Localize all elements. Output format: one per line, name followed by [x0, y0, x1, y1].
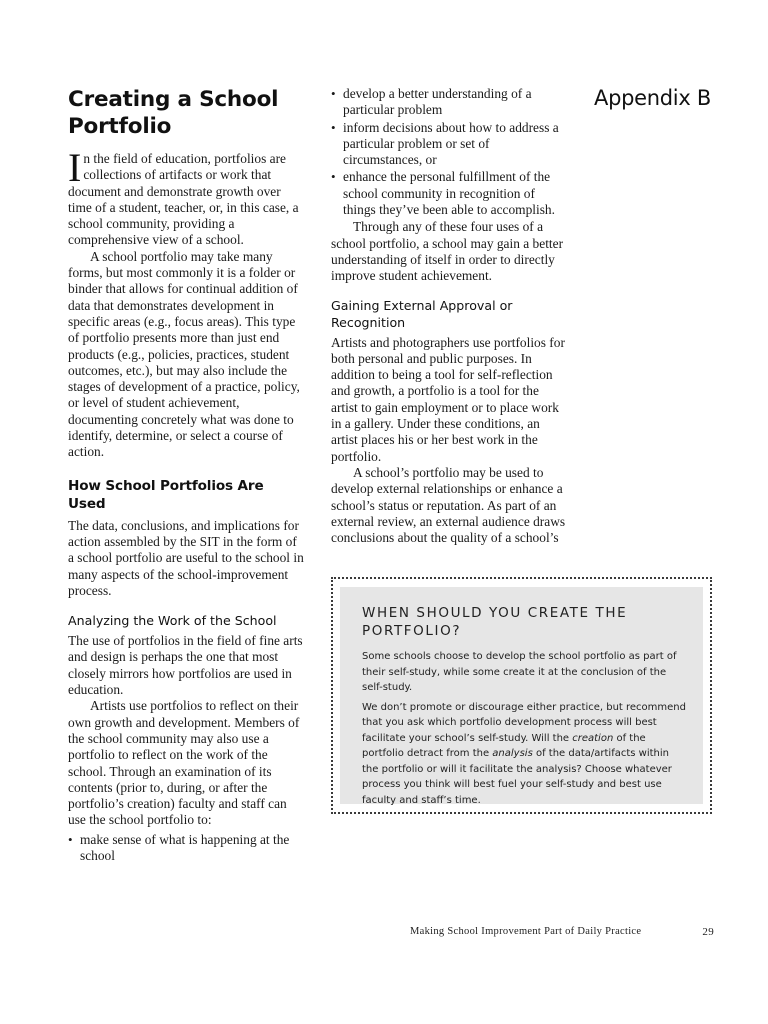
page-footer — [410, 926, 714, 937]
subheading-analyzing: Analyzing the Work of the School — [68, 613, 277, 629]
artists-paragraph: Artists use portfolios to reflect on their own growth and development. Members of the school community may also use a portfolio to reflect on the work of the school. Through an examination of its contents (prior to, during, or after the portfolio’s creation) faculty and staff can use the school portfolio to: — [68, 698, 300, 828]
appendix-label: Appendix B — [594, 86, 711, 110]
list-item-text: enhance the personal fulfillment of the school community in recognition of things they’ve been able to accomplish. — [343, 169, 555, 218]
subheading-external: Gaining External Approval or Recognition — [331, 297, 513, 330]
sidebar-box — [331, 577, 712, 814]
through-paragraph: Through any of these four uses of a school portfolio, a school may gain a better understanding of itself in order to directly improve student achievement. — [331, 219, 564, 284]
bullet-icon: • — [331, 169, 336, 185]
left-column — [68, 86, 305, 865]
sidebar-title: WHEN SHOULD YOU CREATE THE PORTFOLIO? — [362, 605, 628, 639]
sidebar-paragraph-1: Some schools choose to develop the school portfolio as part of their self-study, while some create it at the conclusion of the self-study. — [362, 651, 677, 693]
page-number: 29 — [702, 926, 714, 938]
running-title: Making School Improvement Part of Daily Practice — [410, 926, 642, 937]
heading-how-used: How School Portfolios Are Used — [68, 477, 264, 512]
bullet-icon: • — [331, 119, 336, 135]
intro-paragraph — [68, 145, 305, 249]
sidebar-paragraph-2 — [362, 700, 687, 809]
sidebar-emphasis: creation — [572, 732, 614, 744]
sidebar-text: of the portfolio detract from the — [362, 732, 646, 759]
page-title: Creating a School Portfolio — [68, 87, 279, 139]
intro-text: n the field of education, portfolios are collections of artifacts or work that document and demonstrate growth over time of a student, teacher, or, in this case, a school community, providing a comprehensive view of a school. — [68, 151, 299, 248]
list-item — [331, 169, 567, 218]
bullet-icon: • — [331, 86, 336, 101]
list-item — [331, 120, 567, 169]
used-paragraph: The data, conclusions, and implications for action assembled by the SIT in the form of a school portfolio are useful to the school in many aspects of the school-improvement process. — [68, 517, 304, 598]
middle-column — [331, 86, 567, 546]
fine-arts-paragraph: The use of portfolios in the field of fine arts and design is perhaps the one that most closely mirrors how portfolios are used in education. — [68, 633, 303, 698]
sidebar-text: We don’t promote or discourage either practice, but recommend that you ask which portfolio development process will best facilitate your school’s self-study. Will the — [362, 701, 686, 744]
list-item-text: make sense of what is happening at the school — [80, 831, 290, 863]
school-portfolio-paragraph: A school’s portfolio may be used to develop external relationships or enhance a school’s status or reputation. As part of an external review, an external audience draws conclusions about the quality of a school’s — [331, 464, 566, 546]
drop-cap: I — [68, 145, 82, 190]
list-item-text: develop a better understanding of a particular problem — [343, 86, 532, 118]
sidebar-content — [340, 587, 703, 804]
sidebar-text: of the data/artifacts within the portfolio or will it facilitate the analysis? Choose whatever process you think will best fuel your self-study and best use faculty and staff’s time. — [362, 748, 672, 806]
sidebar-emphasis: analysis — [492, 748, 533, 759]
bullet-list-left — [68, 832, 305, 865]
list-item-text: inform decisions about how to address a particular problem or set of circumstances, or — [343, 119, 559, 168]
forms-paragraph: A school portfolio may take many forms, but most commonly it is a folder or binder that allows for continual addition of data that demonstrates development in specific areas (e.g., focus areas). This type of portfolio presents more than just end products (e.g., policies, practices, student outcomes, etc.), but may also include the stages of development of a practice, policy, or level of student achievement, documenting concretely what was done to identify, determine, or select a course of action. — [68, 248, 300, 460]
list-item — [68, 832, 305, 865]
bullet-icon: • — [68, 831, 73, 847]
bullet-list-middle — [331, 86, 567, 218]
artists-photographers-paragraph: Artists and photographers use portfolios for both personal and public purposes. In addition to being a tool for self-reflection and growth, a portfolio is a tool for the artist to gain employment or to place work in a gallery. Under these conditions, an artist places his or her best work in the portfolio. — [331, 334, 565, 464]
list-item — [331, 86, 567, 119]
